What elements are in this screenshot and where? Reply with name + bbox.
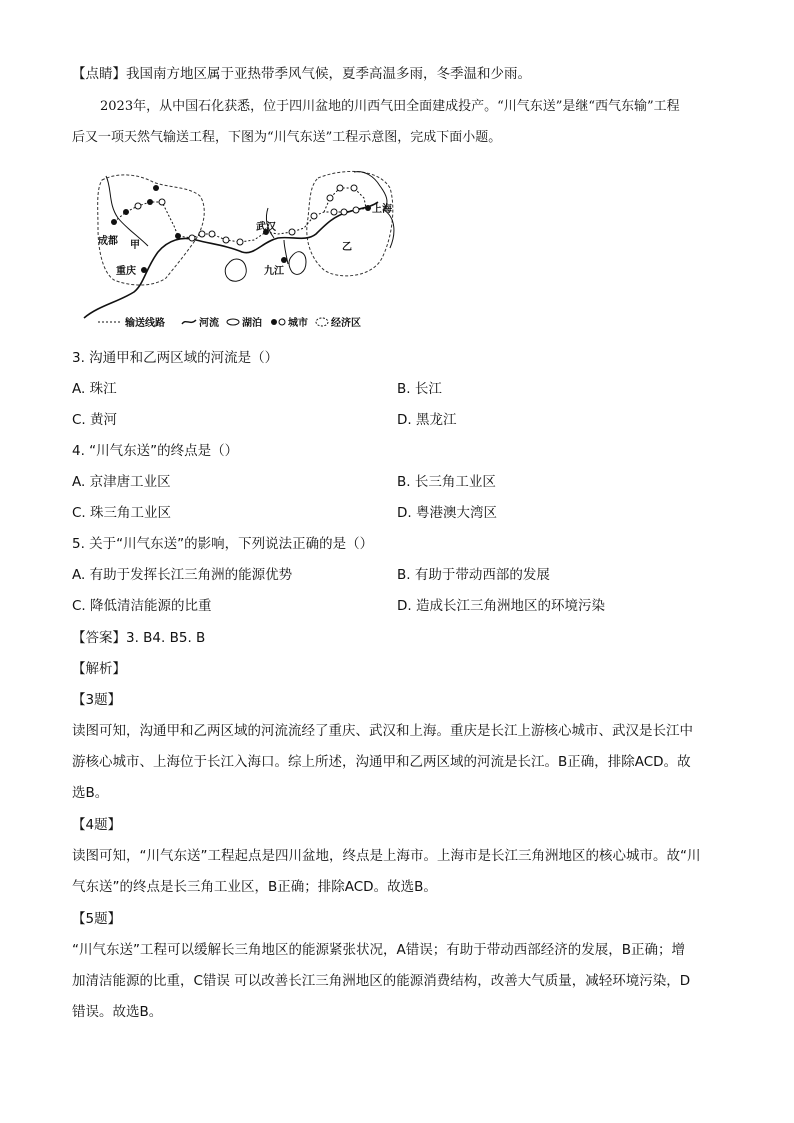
river-icon (182, 320, 196, 324)
q3-option-a: A. 珠江 (72, 381, 117, 397)
q5-option-d: D. 造成长江三角洲地区的环境污染 (397, 598, 605, 614)
q5-analysis-line-1: “川气东送”工程可以缓解长三角地区的能源紧张状况，A错误；有助于带动西部经济的发展，B正确；增 (72, 942, 685, 958)
q4-analysis-line-1: 读图可知，“川气东送”工程起点是四川盆地，终点是上海市。上海市是长江三角洲地区的核心城市。故“川 (72, 848, 701, 864)
q5-stem: 5. 关于“川气东送”的影响，下列说法正确的是（） (72, 536, 374, 552)
q5-option-b: B. 有助于带动西部的发展 (397, 567, 550, 583)
analysis-tag: 【解析】 (72, 661, 126, 677)
dongting-lake (225, 259, 246, 281)
economic-zone-jia (98, 175, 205, 285)
dianjing-line (72, 64, 531, 84)
answer-tag: 【答案】 (72, 630, 126, 646)
economic-zone-yi (307, 171, 393, 275)
legend-pipeline-label: 输送线路 (125, 318, 165, 329)
q4-option-d: D. 粤港澳大湾区 (397, 505, 497, 521)
q4-option-b: B. 长三角工业区 (397, 474, 496, 490)
lake-icon (227, 319, 239, 325)
q4-option-a: A. 京津唐工业区 (72, 474, 171, 490)
q5-analysis-tag: 【5题】 (72, 911, 122, 927)
answer-text: 3. B4. B5. B (126, 630, 206, 646)
legend-lake-label: 湖泊 (242, 318, 262, 329)
label-chengdu: 成都 (98, 236, 118, 247)
yangtze-river (84, 202, 378, 318)
label-wuhan: 武汉 (256, 222, 276, 233)
q3-option-d: D. 黑龙江 (397, 412, 457, 428)
q3-analysis-line-1: 读图可知，沟通甲和乙两区域的河流流经了重庆、武汉和上海。重庆是长江上游核心城市、武汉是长江中 (72, 723, 693, 739)
q3-option-b: B. 长江 (397, 381, 442, 397)
dianjing-text: 我国南方地区属于亚热带季风气候，夏季高温多雨，冬季温和少雨。 (126, 66, 531, 82)
label-jiujiang: 九江 (264, 266, 284, 277)
label-chongqing: 重庆 (116, 266, 136, 277)
q4-analysis-line-2: 气东送”的终点是长三角工业区，B正确；排除ACD。故选B。 (72, 879, 437, 895)
legend-river-label: 河流 (199, 318, 219, 329)
q5-option-c: C. 降低清洁能源的比重 (72, 598, 212, 614)
q3-analysis-tag: 【3题】 (72, 692, 122, 708)
q3-analysis-line-3: 选B。 (72, 785, 109, 801)
q5-analysis-line-3: 错误。故选B。 (72, 1004, 163, 1020)
label-jia: 甲 (130, 240, 140, 251)
poyang-lake (289, 252, 306, 275)
economic-zone-icon (316, 318, 328, 326)
q4-stem: 4. “川气东送”的终点是（） (72, 443, 239, 459)
q3-stem: 3. 沟通甲和乙两区域的河流是（） (72, 350, 279, 366)
q3-analysis-line-2: 游核心城市、上海位于长江入海口。综上所述，沟通甲和乙两区域的河流是长江。B正确，排除ACD。故 (72, 754, 691, 770)
q4-analysis-tag: 【4题】 (72, 817, 122, 833)
label-yi: 乙 (342, 242, 352, 253)
intro-line-1: 2023年，从中国石化获悉，位于四川盆地的川西气田全面建成投产。“川气东送”是继“西气东输”工程 (100, 99, 680, 114)
q5-analysis-line-2: 加清洁能源的比重，C错误 可以改善长江三角洲地区的能源消费结构，改善大气质量，减轻环境污染，D (72, 973, 691, 989)
dianjing-tag: 【点睛】 (72, 66, 126, 82)
legend-city-label: 城市 (288, 318, 308, 329)
city-icon (271, 319, 285, 325)
q4-option-c: C. 珠三角工业区 (72, 505, 172, 521)
map-legend (98, 316, 361, 329)
q3-option-c: C. 黄河 (72, 412, 118, 428)
answer-line (72, 628, 205, 648)
legend-zone-label: 经济区 (331, 318, 361, 329)
label-shanghai: 上海 (372, 204, 392, 215)
chuanqi-dongsong-map (78, 168, 408, 330)
q5-option-a: A. 有助于发挥长江三角洲的能源优势 (72, 567, 293, 583)
intro-line-2: 后又一项天然气输送工程，下图为“川气东送”工程示意图，完成下面小题。 (72, 130, 502, 145)
